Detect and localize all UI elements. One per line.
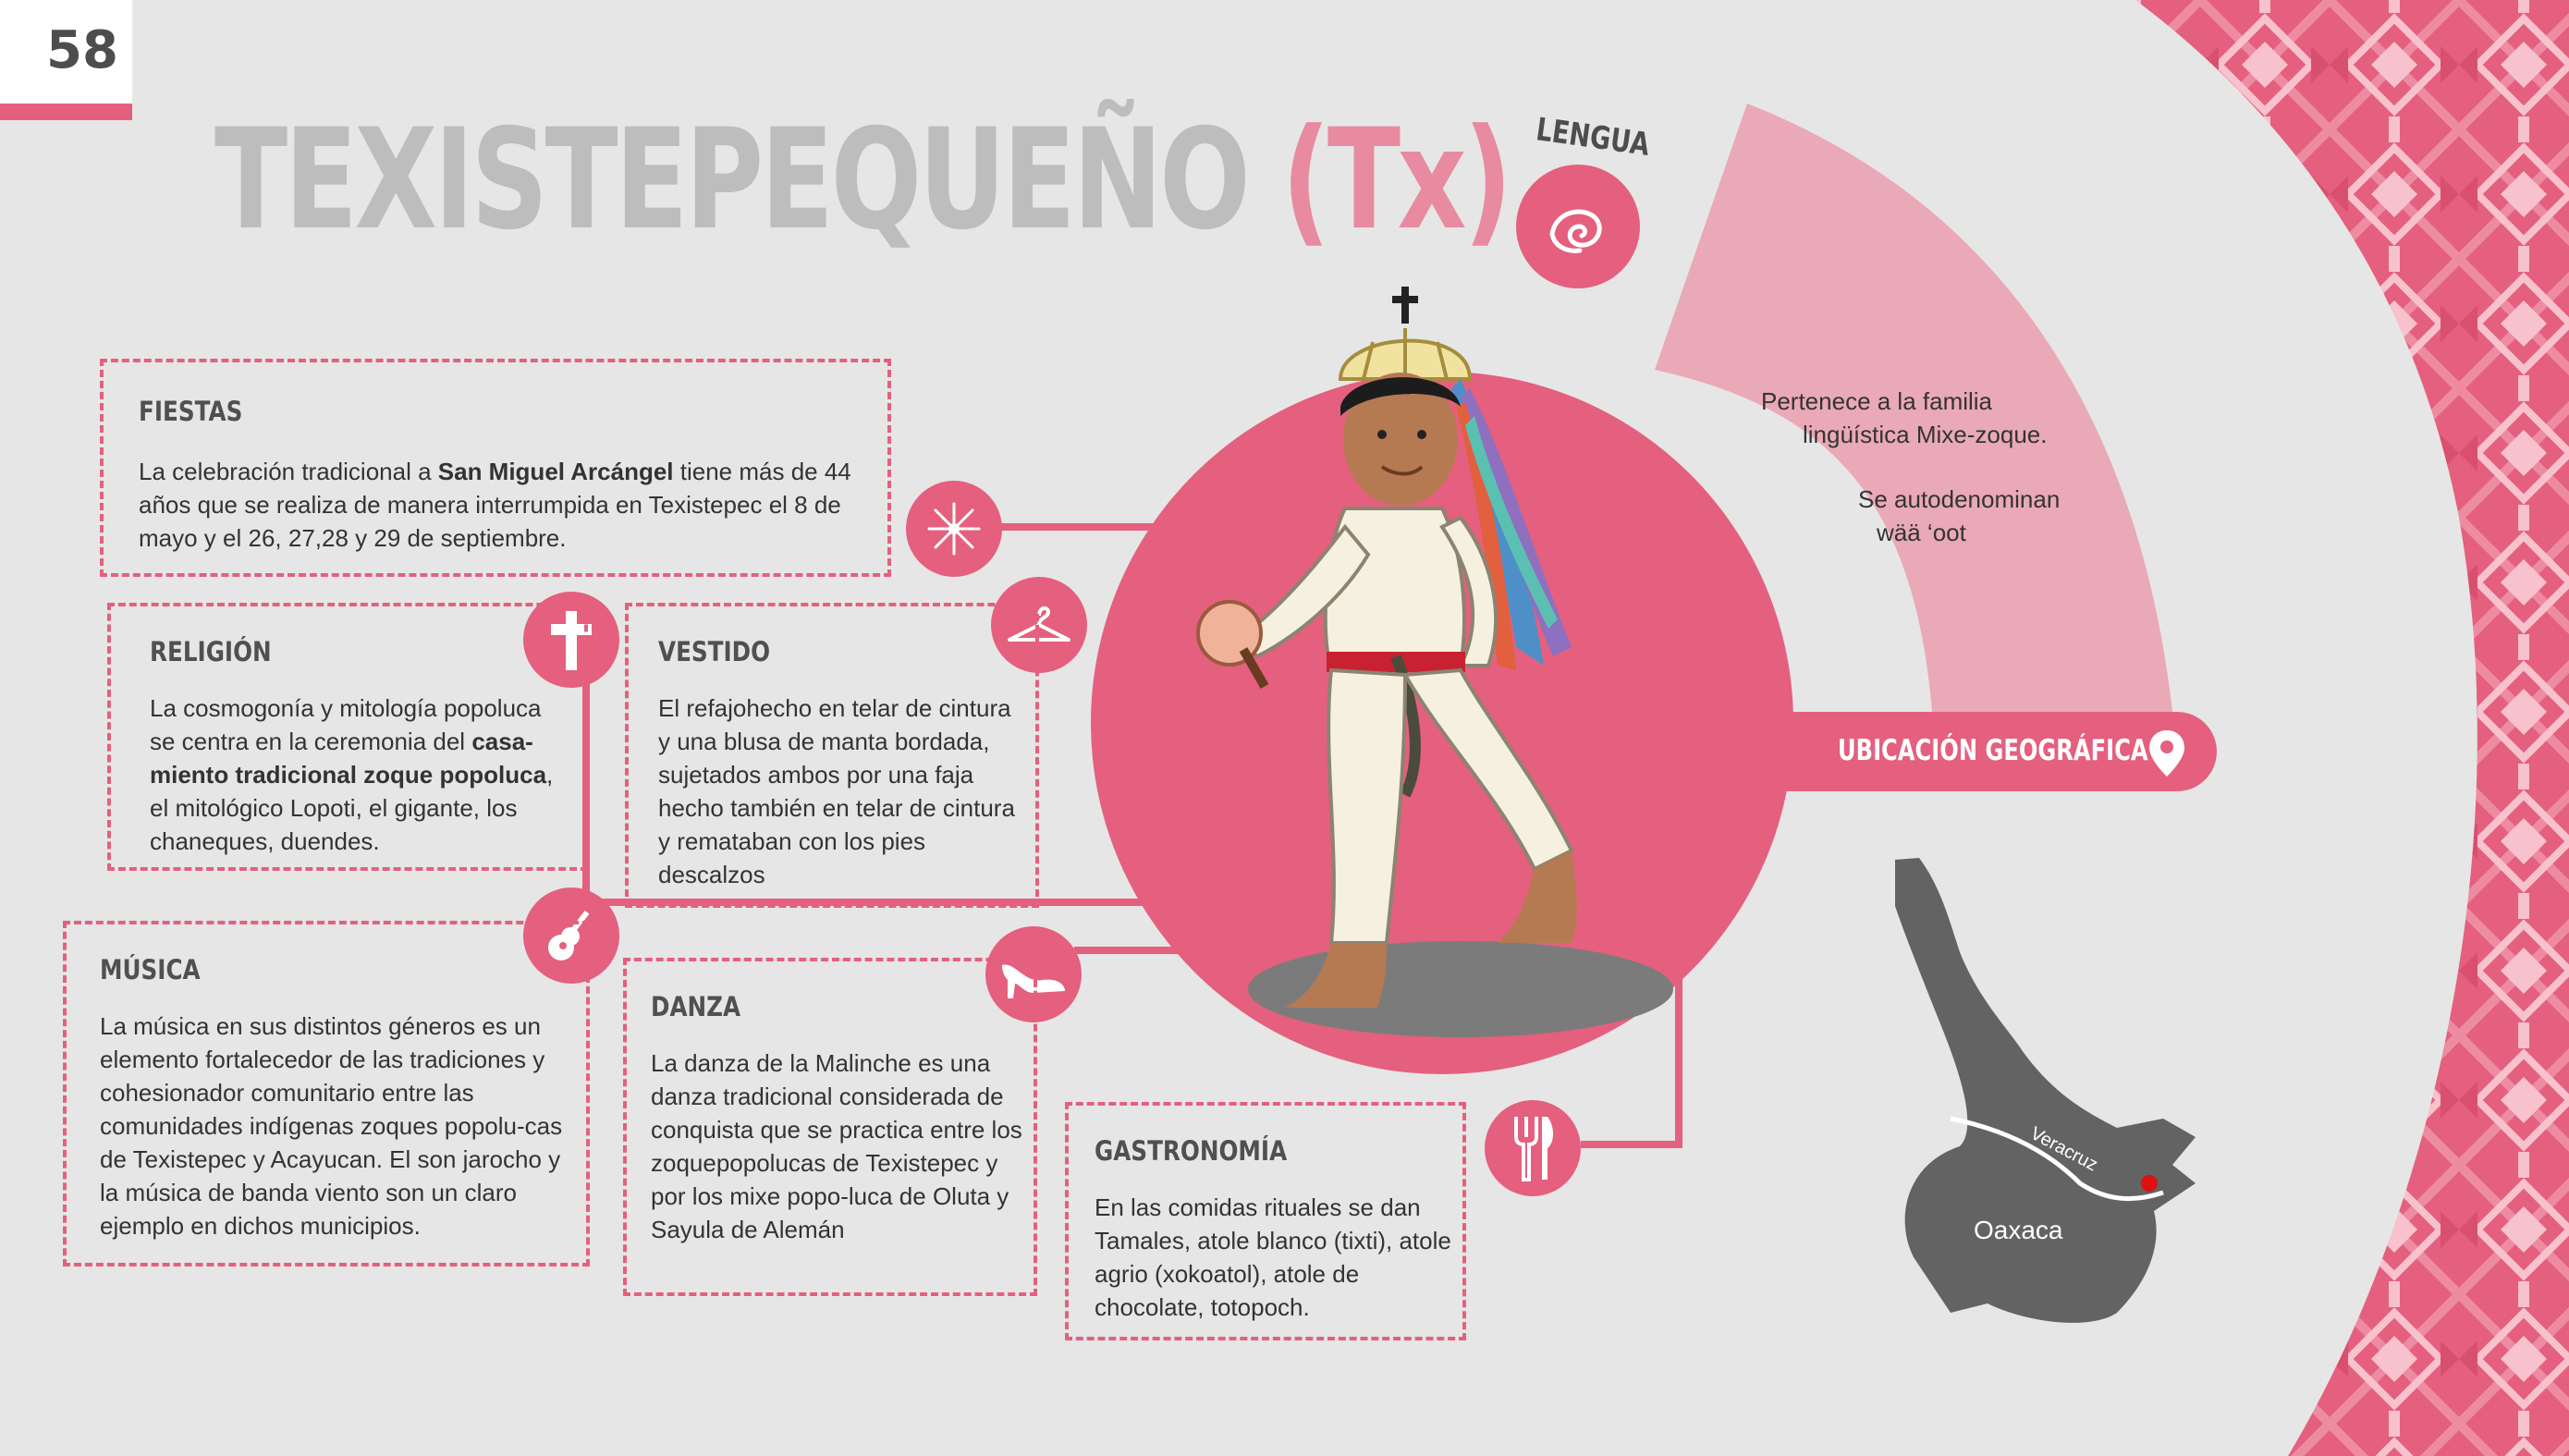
- gastronomia-icon-circle: [1485, 1100, 1581, 1196]
- religion-text-post: , el mitológico Lopoti, el gigante, los chaneques, duendes.: [150, 761, 554, 855]
- musica-text: La música en sus distintos géneros es un elemento fortalecedor de las tradiciones y cohesionador comunitario entre las comunidades indígenas zoques popolu-cas de Texistepec y Acayucan. El son jarocho y la música de banda viento son un claro ejemplo en dichos municipios.: [100, 1012, 563, 1240]
- title-main: TEXISTEPEQUEÑO: [214, 100, 1248, 261]
- lengua-icon-circle: [1516, 165, 1640, 288]
- dancer-illustration: [1183, 277, 1719, 1045]
- ubicacion-bar[interactable]: [1756, 712, 2217, 791]
- lengua-line-4: wää ‘oot: [1877, 519, 1966, 546]
- danza-title: DANZA: [651, 991, 741, 1022]
- page-number: 58: [46, 20, 118, 80]
- fiestas-text: [139, 455, 878, 555]
- page-number-tab: [0, 0, 132, 120]
- lengua-text: [1761, 385, 2060, 549]
- danza-box: [623, 958, 1037, 1296]
- fiestas-title: FIESTAS: [139, 396, 243, 427]
- religion-text: [150, 691, 566, 858]
- gastronomia-text: En las comidas rituales se dan Tamales, atole blanco (tixti), atole agrio (xokoatol), atole de chocolate, totopoch.: [1095, 1193, 1451, 1321]
- map-label-veracruz: Veracruz: [2026, 1122, 2101, 1176]
- lengua-line-2: lingüística Mixe-zoque.: [1803, 421, 2048, 448]
- vestido-text: El refajohecho en telar de cintura y una blusa de manta bordada, sujetados ambos por una faja hecho también en telar de cintura y remataban con los pies descalzos: [658, 694, 1015, 888]
- location-pin-icon: [2147, 728, 2187, 778]
- fireworks-icon: [922, 496, 986, 561]
- ubicacion-label: UBICACIÓN GEOGRÁFICA: [1838, 734, 2148, 767]
- cutlery-icon: [1505, 1113, 1560, 1183]
- lengua-label: LENGUA: [1534, 111, 1652, 164]
- fiestas-box: [100, 359, 891, 577]
- religion-text-pre: La cosmogonía y mitología popoluca se centra en la ceremonia del: [150, 694, 542, 755]
- fiestas-text-bold: San Miguel Arcángel: [437, 458, 674, 485]
- page-number-bar: [0, 104, 132, 120]
- lengua-line-1: Pertenece a la familia: [1761, 387, 1993, 415]
- gastronomia-box: [1065, 1102, 1466, 1340]
- vestido-box: [625, 603, 1039, 908]
- musica-title: MÚSICA: [100, 954, 201, 985]
- spiral-icon: [1539, 188, 1617, 265]
- gastronomia-title: GASTRONOMÍA: [1095, 1135, 1288, 1167]
- musica-box: [63, 921, 590, 1266]
- region-map: [1886, 850, 2209, 1331]
- vestido-title: VESTIDO: [658, 636, 771, 667]
- religion-box: [107, 603, 588, 871]
- connector-danza: [1074, 947, 1185, 954]
- religion-text-bold: casa-miento tradicional zoque popoluca: [150, 728, 547, 789]
- fiestas-text-post: tiene más de 44 años que se realiza de manera interrumpida en Texistepec el 8 de mayo y el 26, 27,28 y 29 de septiembre.: [139, 458, 851, 552]
- fiestas-text-pre: La celebración tradicional a: [139, 458, 438, 485]
- lengua-line-3: Se autodenominan: [1858, 485, 2061, 513]
- fiestas-icon-circle: [906, 481, 1002, 577]
- connector-gastro: [1581, 1141, 1682, 1148]
- religion-title: RELIGIÓN: [150, 636, 272, 667]
- title-code: (Tx): [1281, 100, 1510, 261]
- page-title: [214, 100, 1510, 261]
- danza-text: La danza de la Malinche es una danza tradicional considerada de conquista que se practica entre los zoquepopolucas de Texistepec y por los mixe popo-luca de Oluta y Sayula de Alemán: [651, 1049, 1022, 1243]
- map-label-oaxaca: Oaxaca: [1974, 1216, 2063, 1244]
